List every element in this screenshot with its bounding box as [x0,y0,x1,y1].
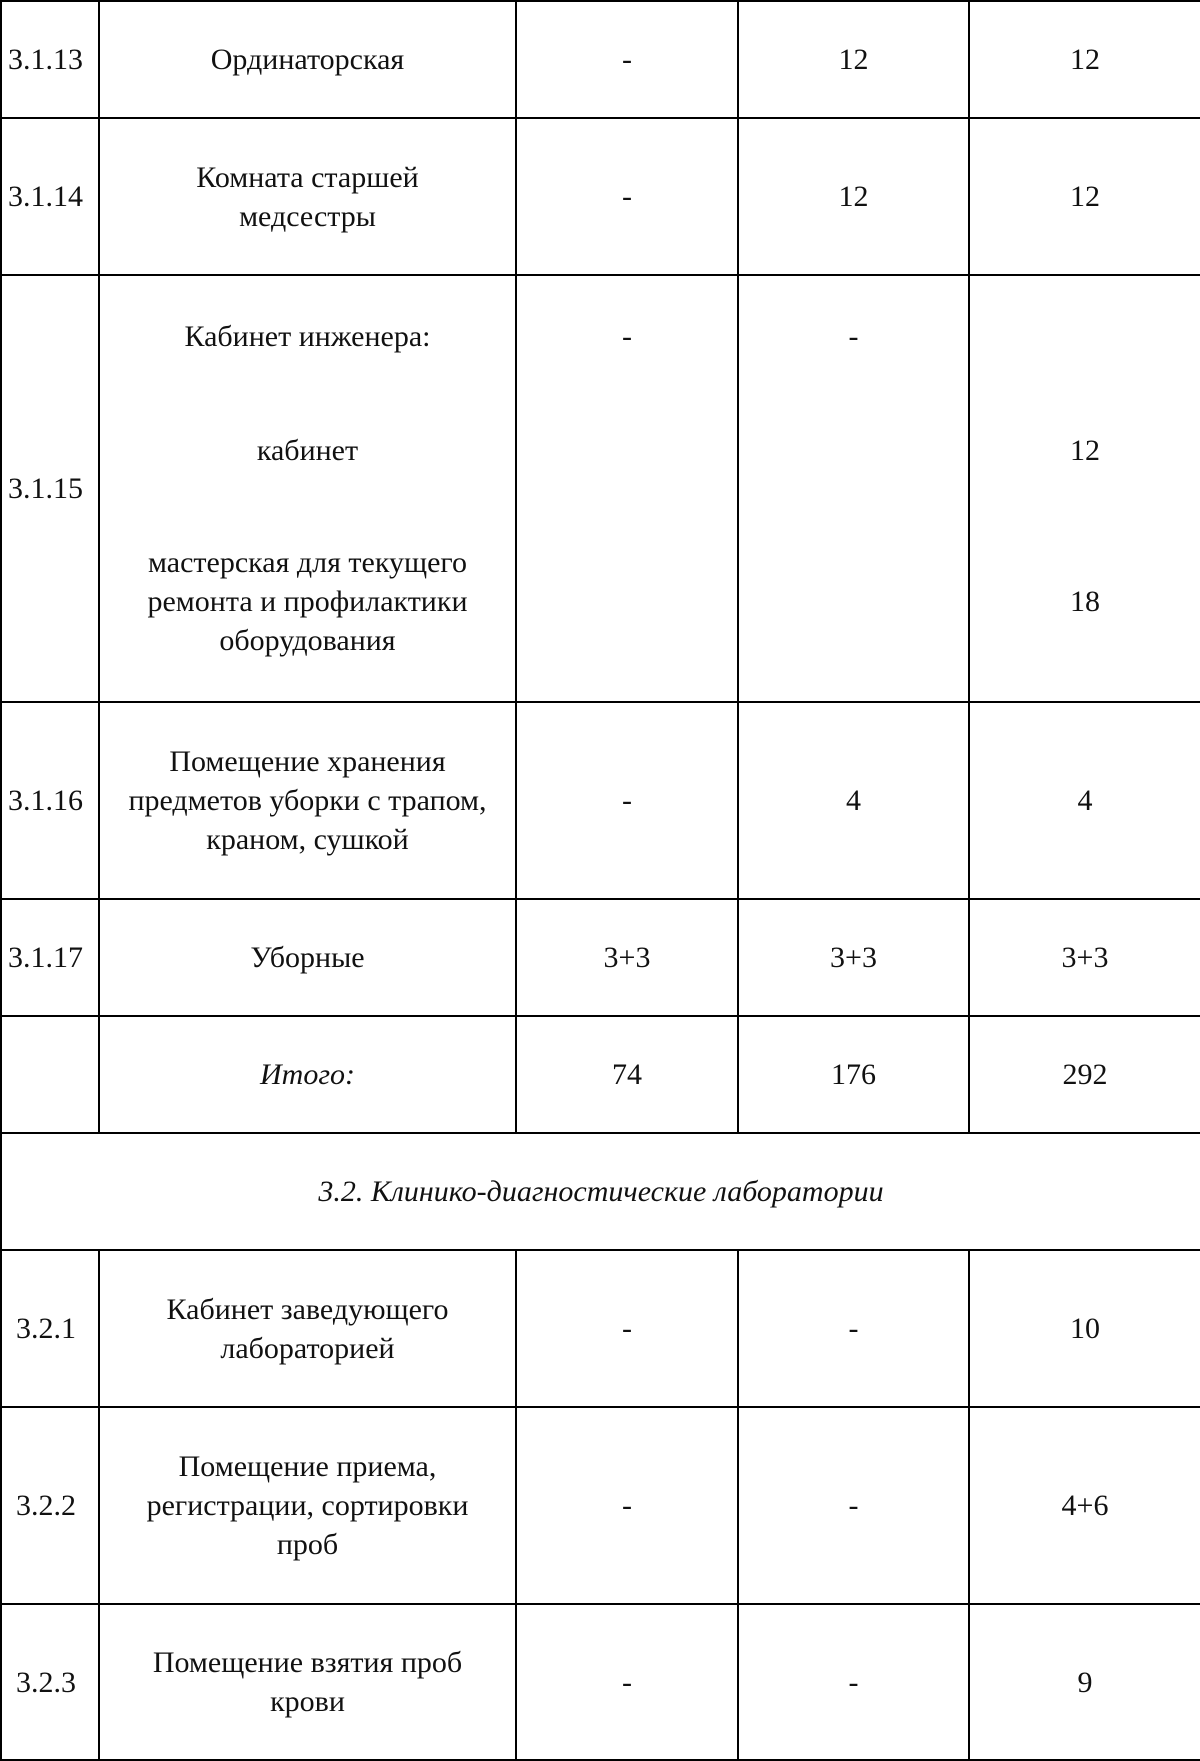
value-col-1: - [516,702,738,899]
table-row [1,899,1200,1016]
value-col-3 [970,276,1200,396]
total-label: Итого: [99,1016,516,1133]
value-col-3: 12 [969,1,1200,118]
table-row [1,1,1200,118]
row-number: 3.1.17 [1,899,99,1016]
value-col-1: - [516,1604,738,1760]
value-col-2: - [738,1604,969,1760]
value-col-3-group [969,275,1200,702]
section-row [1,1133,1200,1250]
row-number: 3.1.13 [1,1,99,118]
room-name: Помещение взятия проб крови [99,1604,516,1760]
value-col-1: - [622,319,632,353]
room-name: Ординаторская [99,1,516,118]
value-col-1: 3+3 [516,899,738,1016]
value-col-2 [739,504,968,699]
value-col-2: - [738,1407,969,1604]
row-number: 3.1.15 [1,275,99,702]
value-col-2: - [848,319,859,353]
value-col-2: 12 [738,118,969,275]
table-row [1,118,1200,275]
row-number [1,1016,99,1133]
total-row [1,1016,1200,1133]
table-row [1,1250,1200,1407]
value-col-1: - [516,1407,738,1604]
section-title: 3.2. Клинико-диагностические лаборатории [1,1133,1200,1250]
row-number: 3.1.16 [1,702,99,899]
value-col-3: 18 [1070,585,1100,618]
room-name: мастерская для текущего ремонта и профилактики оборудования [147,546,468,657]
value-col-3: 9 [969,1604,1200,1760]
room-name: Помещение приема, регистрации, сортировки проб [99,1407,516,1604]
value-col-1: - [516,1250,738,1407]
value-col-2: - [738,1250,969,1407]
total-col-3: 292 [969,1016,1200,1133]
room-name: Уборные [99,899,516,1016]
value-col-1 [517,396,737,504]
room-name: Комната старшей медсестры [99,118,516,275]
value-col-3: 3+3 [969,899,1200,1016]
room-name: Кабинет заведующего лабораторией [99,1250,516,1407]
value-col-3: 12 [969,118,1200,275]
room-name-group [99,275,516,702]
total-col-1: 74 [516,1016,738,1133]
value-col-3: 12 [1070,433,1100,467]
table-row [1,1604,1200,1760]
value-col-1-group [516,275,738,702]
value-col-1: - [516,118,738,275]
room-name: Помещение хранения предметов уборки с трапом, краном, сушкой [99,702,516,899]
value-col-2-group [738,275,969,702]
row-number: 3.2.1 [1,1250,99,1407]
row-number: 3.2.2 [1,1407,99,1604]
value-col-2: 3+3 [738,899,969,1016]
table-row [1,1407,1200,1604]
value-col-3: 10 [969,1250,1200,1407]
value-col-2 [739,396,968,504]
value-col-2: 4 [738,702,969,899]
table-row [1,275,1200,702]
table-row [1,702,1200,899]
value-col-1 [517,504,737,699]
value-col-3: 4 [969,702,1200,899]
row-number: 3.2.3 [1,1604,99,1760]
total-col-2: 176 [738,1016,969,1133]
room-name: кабинет [256,433,359,467]
value-col-2: 12 [738,1,969,118]
value-col-1: - [516,1,738,118]
value-col-3: 4+6 [969,1407,1200,1604]
room-name: Кабинет инженера: [184,319,431,353]
row-number: 3.1.14 [1,118,99,275]
